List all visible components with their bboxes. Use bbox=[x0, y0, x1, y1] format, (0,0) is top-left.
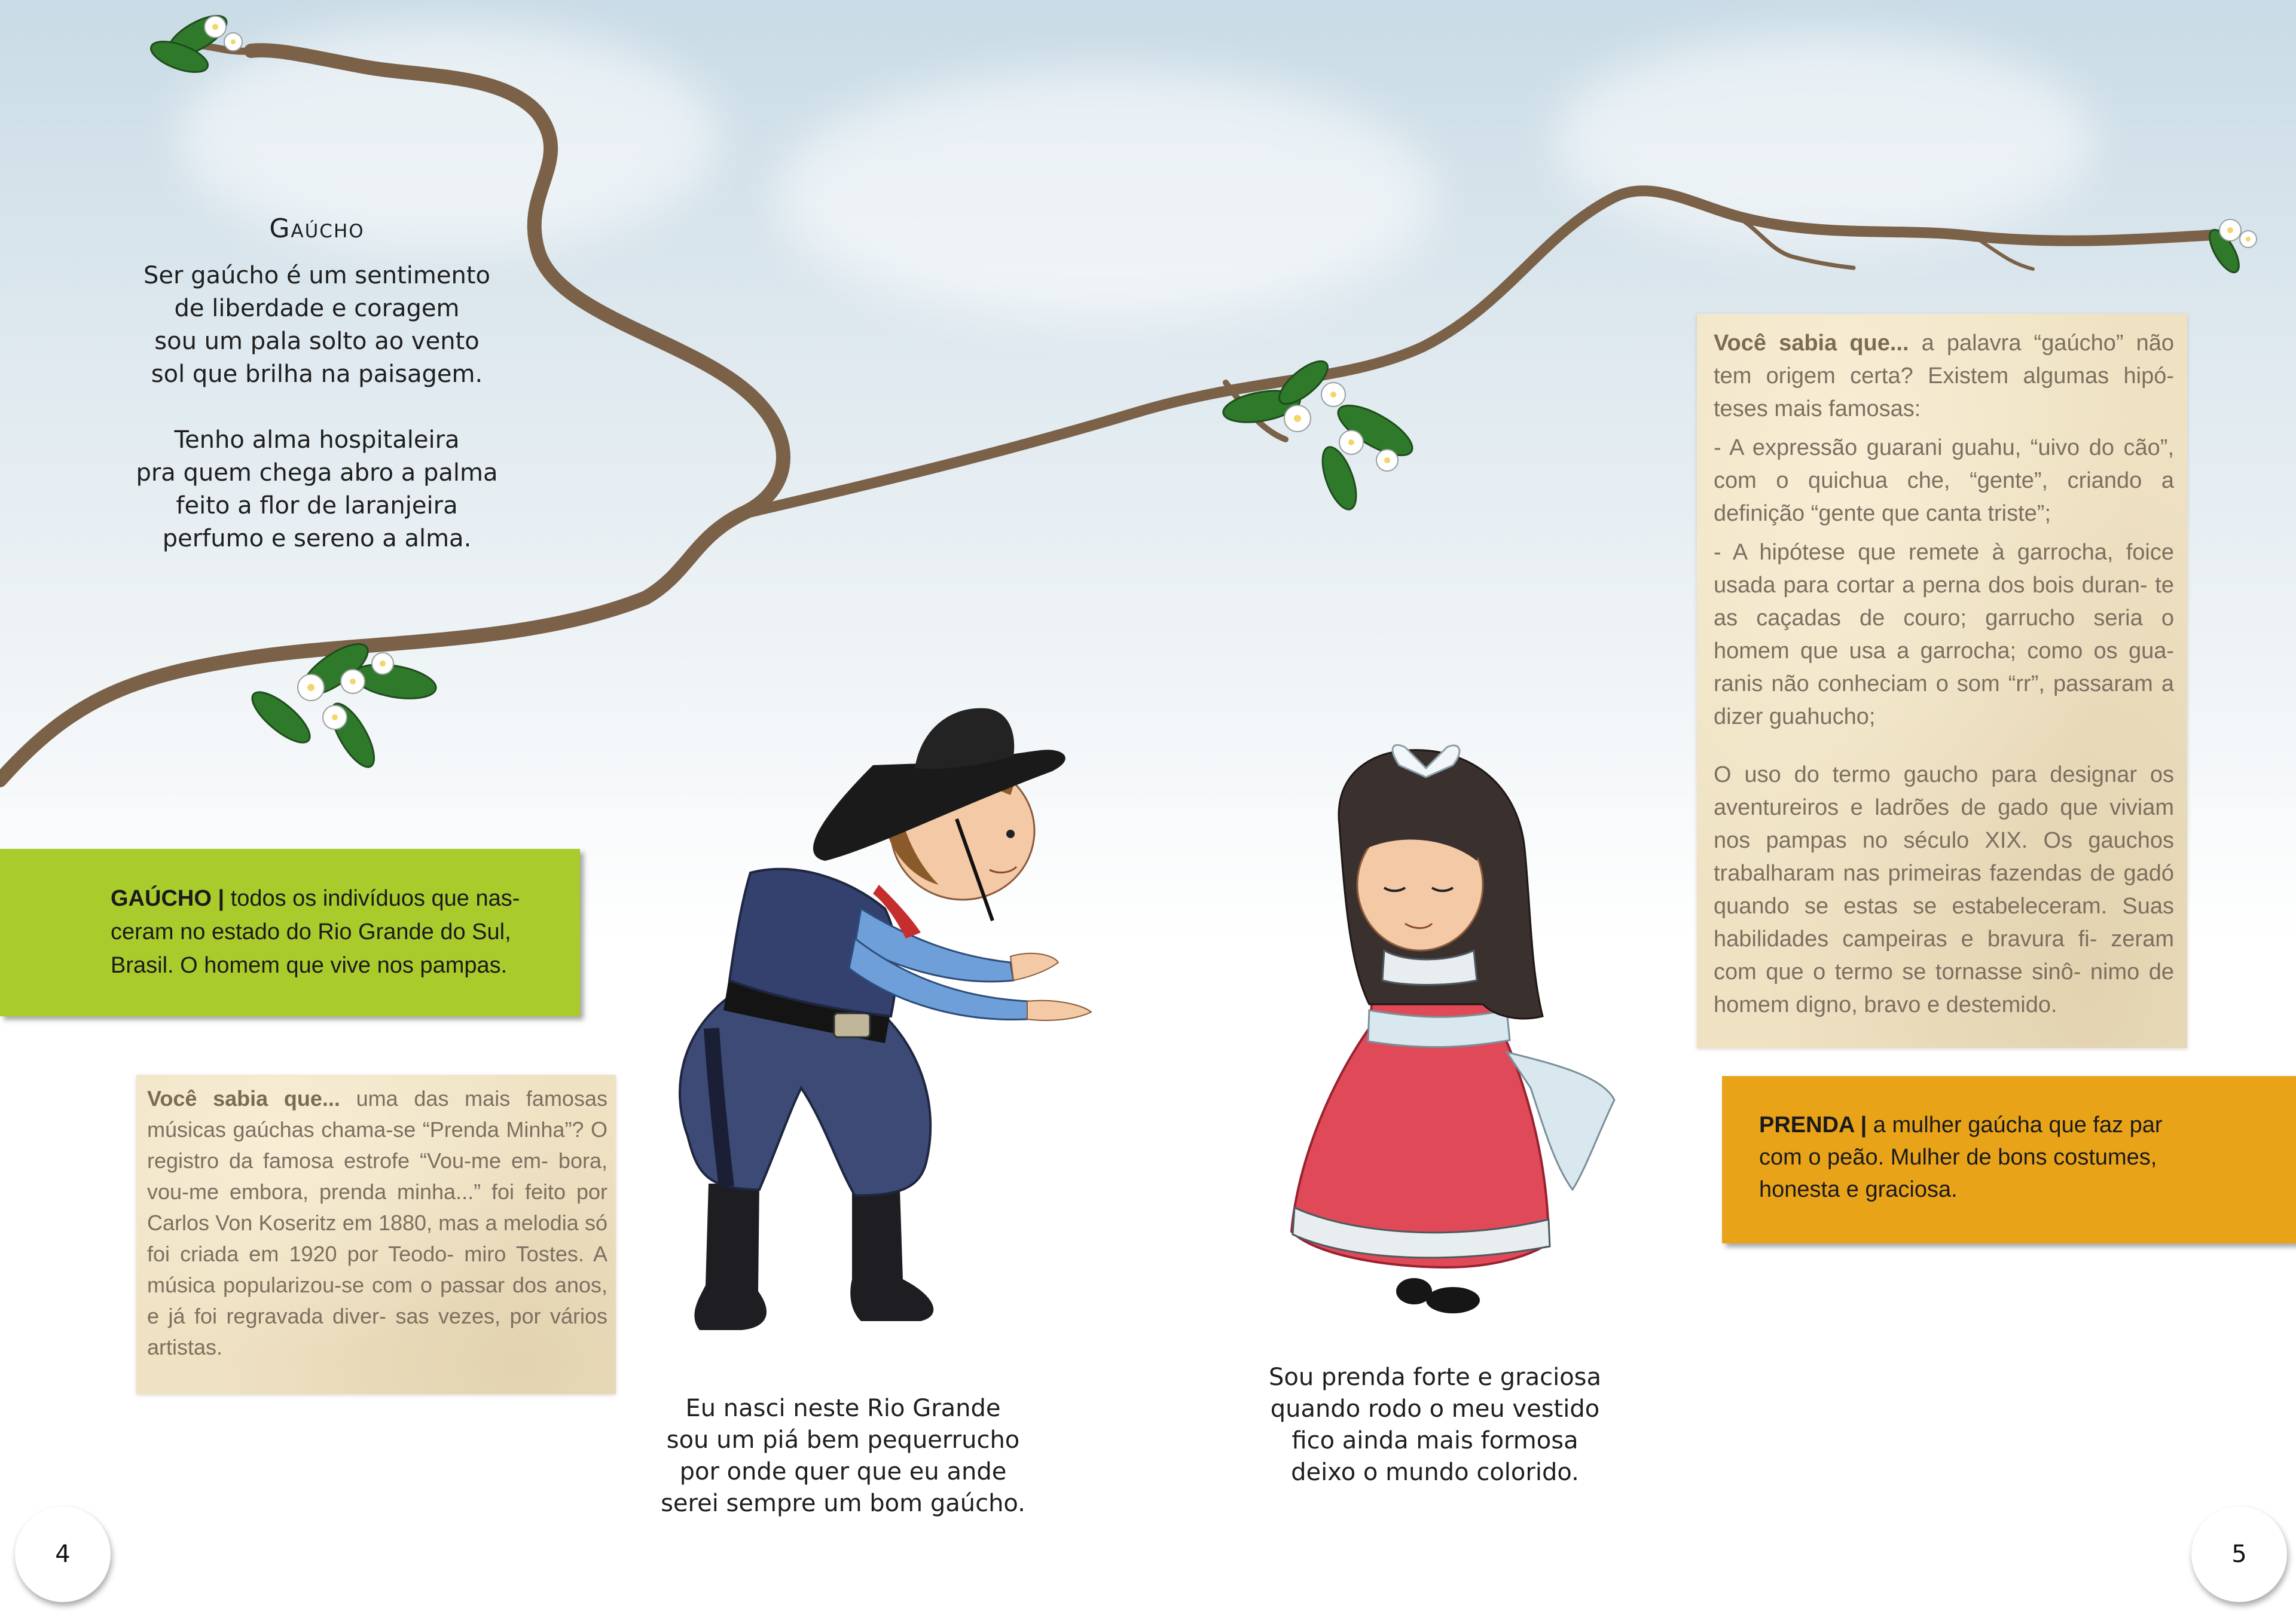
gaucho-definition: todos os indivíduos que nas- ceram no estado do Rio Grande do Sul, Brasil. O homem que vive nos pampas. bbox=[111, 886, 520, 978]
poem-line: perfumo e sereno a alma. bbox=[162, 525, 472, 552]
poem-line: pra quem chega abro a palma bbox=[136, 459, 498, 487]
fact-paragraph: - A expressão guarani guahu, “uivo do cão”, com o quichua che, “gente”, criando a definição “gente que canta triste”; bbox=[1714, 435, 2174, 526]
poem-line: deixo o mundo colorido. bbox=[1291, 1459, 1579, 1486]
fact-lead: Você sabia que... bbox=[147, 1086, 340, 1111]
prenda-definition: a mulher gaúcha que faz par com o peão. Mulher de bons costumes, honesta e graciosa. bbox=[1759, 1112, 2163, 1202]
poem-line: sou um piá bem pequerrucho bbox=[666, 1426, 1020, 1454]
prenda-definition-text bbox=[1759, 1109, 2196, 1206]
fact-paragraph: - A hipótese que remete à garrocha, foice usada para cortar a perna dos bois duran- te as caçadas de couro; garrucho seria o homem que usa a garrocha; como os gua- ranis não conheciam o som “rr”, passaram a dizer guahucho; bbox=[1714, 540, 2174, 729]
fact-intro bbox=[1714, 327, 2174, 426]
fact-lead: Você sabia que... bbox=[1714, 331, 1909, 356]
poem-line: serei sempre um bom gaúcho. bbox=[661, 1490, 1025, 1517]
poem-title: Gaúcho bbox=[269, 213, 365, 244]
page-number-right: 5 bbox=[2191, 1506, 2287, 1602]
poem-line: fico ainda mais formosa bbox=[1292, 1427, 1578, 1454]
page-number-left: 4 bbox=[15, 1506, 111, 1602]
prenda-definition-box bbox=[1722, 1076, 2296, 1243]
poem-line: por onde quer que eu ande bbox=[679, 1458, 1007, 1486]
poem-line: sou um pala solto ao vento bbox=[154, 328, 480, 355]
poem-line: de liberdade e coragem bbox=[174, 295, 460, 322]
fact-paragraph: O uso do termo gaucho para designar os aventureiros e ladrões de gado que viviam nos pampas no século XIX. Os gauchos trabalharam nas primeiras fazendas de gadó quando se estas se estabeleceram. Suas habilidades campeiras e bravura fi- zeram com que o termo se tornasse sinô- nimo de homem digno, bravo e destemido. bbox=[1714, 762, 2174, 1017]
right-fact-box bbox=[1697, 314, 2187, 1048]
poem-line: Tenho alma hospitaleira bbox=[174, 426, 460, 454]
girl-poem bbox=[1244, 1362, 1626, 1488]
poem-line: feito a flor de laranjeira bbox=[176, 492, 458, 519]
right-fact-text bbox=[1714, 327, 2174, 1022]
poem-line: sol que brilha na paisagem. bbox=[151, 360, 483, 388]
gaucho-term: GAÚCHO | bbox=[111, 886, 225, 911]
poem-line: Ser gaúcho é um sentimento bbox=[144, 262, 490, 289]
poem-line: quando rodo o meu vestido bbox=[1270, 1395, 1600, 1423]
fact-intro-text: a palavra “gaúcho” não tem origem certa? Existem algumas hipó- teses mais famosas: bbox=[1714, 331, 2174, 421]
boy-poem bbox=[652, 1393, 1034, 1520]
prenda-term: PRENDA | bbox=[1759, 1112, 1867, 1138]
poem-line: Eu nasci neste Rio Grande bbox=[685, 1395, 1001, 1422]
fact-body: uma das mais famosas músicas gaúchas chama-se “Prenda Minha”? O registro da famosa estrofe “Vou-me em- bora, vou-me embora, prenda minha...” foi feito por Carlos Von Koseritz em 1880, mas a melodia só foi criada em 1920 por Teodo- miro Tostes. A música popularizou-se com o passar dos anos, e já foi regravada diver- sas vezes, por vários artistas. bbox=[147, 1086, 607, 1359]
poem-line: Sou prenda forte e graciosa bbox=[1268, 1364, 1602, 1391]
